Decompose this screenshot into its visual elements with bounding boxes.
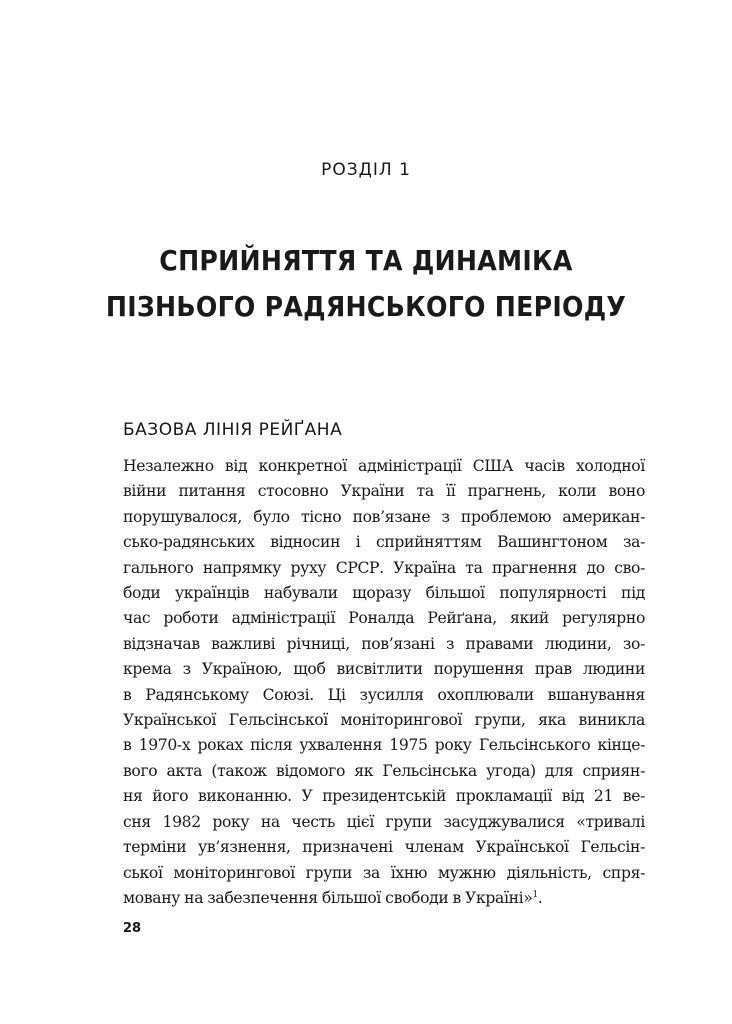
paragraph-line: в 1970-х роках після ухвалення 1975 року Гельсінського кінце- xyxy=(123,736,645,755)
paragraph-line-text: мовану на забезпечення більшої свободи в Україні» xyxy=(123,888,533,907)
chapter-title xyxy=(37,238,696,330)
paragraph-line: крема з Україною, щоб висвітлити порушення прав людини xyxy=(123,660,645,679)
paragraph-line: терміни ув’язнення, призначені членам Української Гельсін- xyxy=(123,838,645,857)
final-punctuation: . xyxy=(537,888,543,907)
chapter-label: РОЗДІЛ 1 xyxy=(321,160,411,180)
chapter-title-line: ПІЗНЬОГО РАДЯНСЬКОГО ПЕРІОДУ xyxy=(105,290,627,323)
paragraph-last-line xyxy=(123,886,645,911)
paragraph-line: Незалежно від конкретної адміністрації США часів холодної xyxy=(123,457,645,475)
paragraph-line: ня його виконанню. У президентській прокламації від 21 ве- xyxy=(123,787,645,806)
paragraph-line: вого акта (також відомого як Гельсінська угода) для сприян- xyxy=(123,761,645,780)
paragraph-line: війни питання стосовно України та її прагнень, коли воно xyxy=(123,482,645,501)
paragraph-line: в Радянському Союзі. Ці зусилля охоплювали вшанування xyxy=(123,685,645,704)
paragraph-line: час роботи адміністрації Роналда Рейґана, який регулярно xyxy=(123,609,645,628)
paragraph-line: відзначав важливі річниці, пов’язані з правами людини, зо- xyxy=(123,634,645,653)
page-number: 28 xyxy=(123,921,142,936)
paragraph-line: сня 1982 року на честь цієї групи засуджувалися «тривалі xyxy=(123,812,645,831)
section-heading: БАЗОВА ЛІНІЯ РЕЙҐАНА xyxy=(123,420,343,440)
paragraph-line: порушувалося, було тісно пов’язане з проблемою американ- xyxy=(123,507,645,526)
paragraph-line: ської моніторингової групи за їхню мужню діяльність, спря- xyxy=(123,863,645,882)
chapter-title-line: СПРИЙНЯТТЯ ТА ДИНАМІКА xyxy=(159,244,573,277)
footnote-marker[interactable]: 1 xyxy=(532,889,538,900)
body-paragraph xyxy=(123,454,645,911)
paragraph-line: сько-радянських відносин і сприйняттям Вашингтоном за- xyxy=(123,533,645,552)
paragraph-line: Української Гельсінської моніторингової групи, яка виникла xyxy=(123,711,645,730)
paragraph-line: боди українців набували щоразу більшої популярності під xyxy=(123,584,645,603)
paragraph-line: гального напрямку руху СРСР. Україна та прагнення до сво- xyxy=(123,558,645,577)
